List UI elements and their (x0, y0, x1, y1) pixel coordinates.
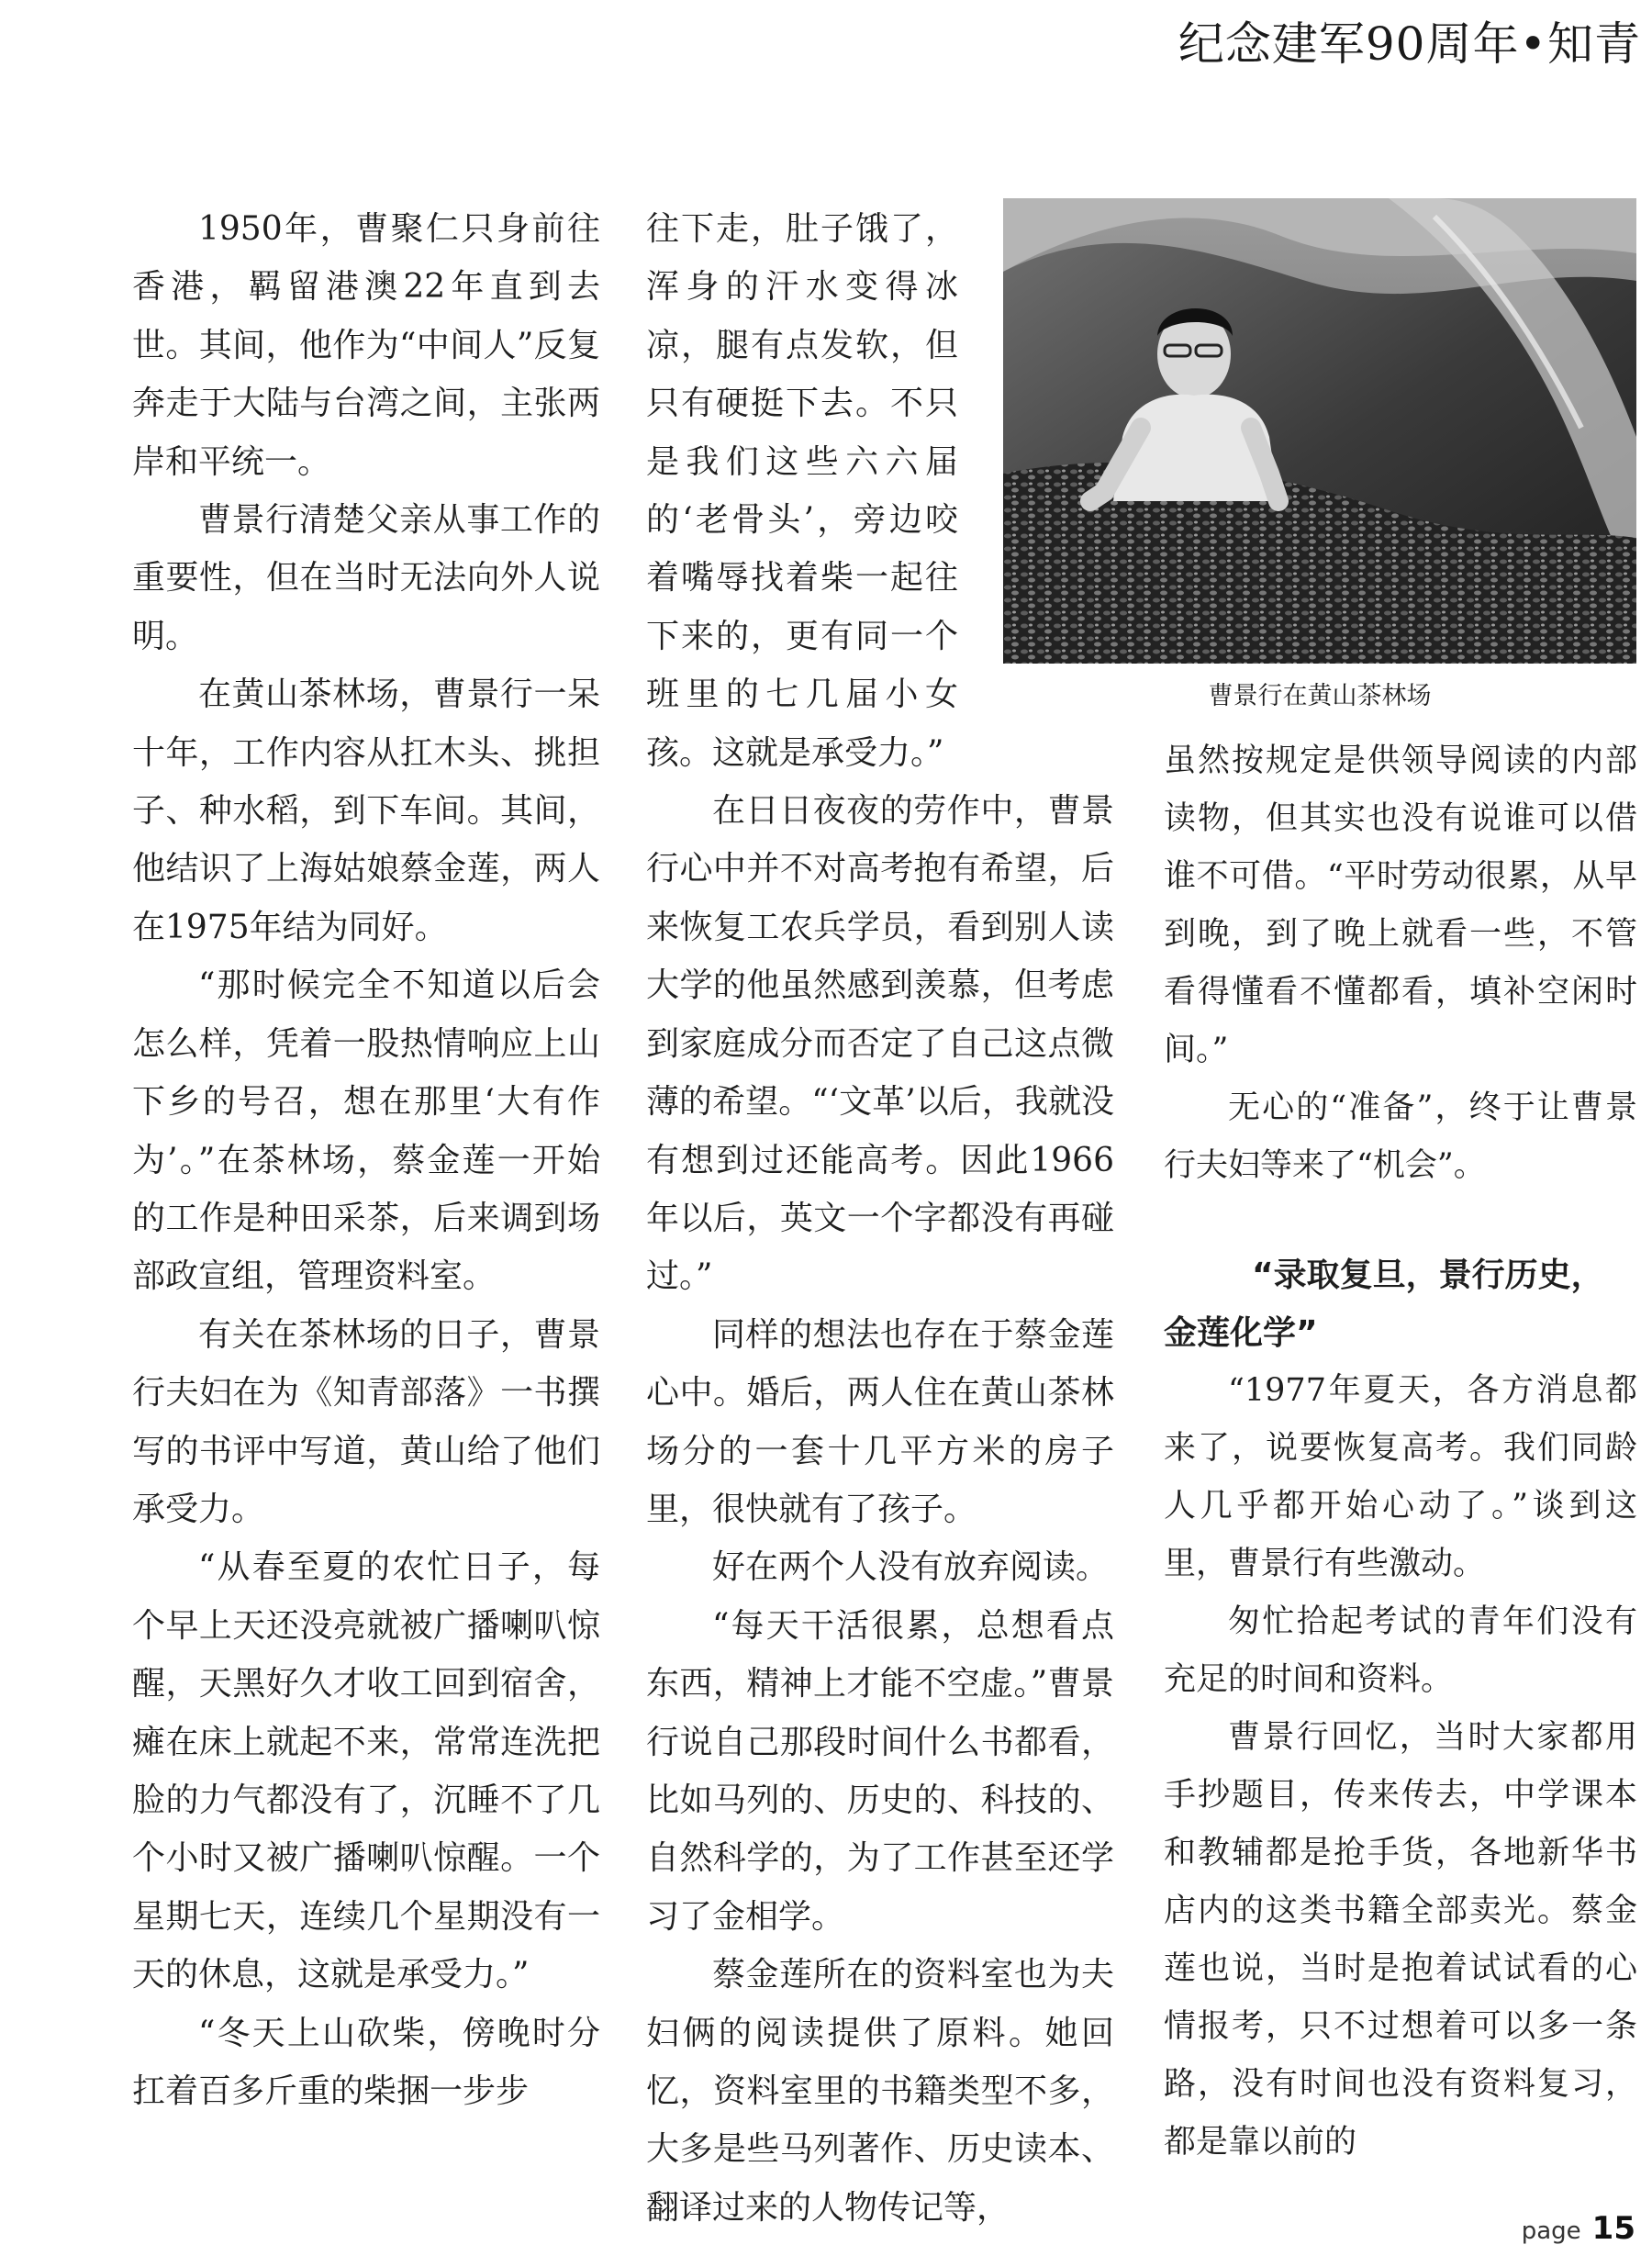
paragraph-continuation: 虽然按规定是供领导阅读的内部读物，但其实也没有说谁可以借谁不可借。“平时劳动很累，从早到晚，到了晚上就看一些，不管看得懂看不懂都看，填补空闲时间。” (1164, 743, 1637, 1068)
paragraph: “每天干活很累，总想看点东西，精神上才能不空虚。”曹景行说自己那段时间什么书都看，比如马列的、历史的、科技的、自然科学的，为了工作甚至还学习了金相学。 (646, 1606, 1114, 1936)
paragraph: 在黄山茶林场，曹景行一呆十年，工作内容从扛木头、挑担子、种水稻，到下车间。其间，他结识了上海姑娘蔡金莲，两人在1975年结为同好。 (132, 676, 600, 946)
paragraph-continuation: 往下走，肚子饿了，浑身的汗水变得冰凉，腿有点发软，但只有硬挺下去。不只是我们这些六六届的‘老骨头’，旁边咬着嘴辱找着柴一起往下来的，更有同一个班里的七几届小女孩。这就是承受力。” (646, 210, 958, 772)
paragraph: “那时候完全不知道以后会怎么样，凭着一股热情响应上山下乡的号召，想在那里‘大有作为’。”在茶林场，蔡金莲一开始的工作是种田采茶，后来调到场部政宣组，管理资料室。 (132, 966, 600, 1296)
paragraph: 蔡金莲所在的资料室也为夫妇俩的阅读提供了原料。她回忆，资料室里的书籍类型不多，大多是些马列著作、历史读本、翻译过来的人物传记等， (646, 1956, 1114, 2227)
paragraph: “冬天上山砍柴，傍晚时分扛着百多斤重的柴捆一步步 (132, 2014, 600, 2110)
paragraph: 在日日夜夜的劳作中，曹景行心中并不对高考抱有希望，后来恢复工农兵学员，看到别人读大学的他虽然感到羡慕，但考虑到家庭成分而否定了自己这点微薄的希望。“‘文革’以后，我就没有想到过还能高考。因此1966年以后，英文一个字都没有再碰过。” (646, 792, 1114, 1296)
paragraph: 匆忙拾起考试的青年们没有充足的时间和资料。 (1164, 1603, 1637, 1698)
paragraph: “从春至夏的农忙日子，每个早上天还没亮就被广播喇叭惊醒，天黑好久才收工回到宿舍，瘫在床上就起不来，常常连洗把脸的力气都没有了，沉睡不了几个小时又被广播喇叭惊醒。一个星期七天，连续几个星期没有一天的休息，这就是承受力。” (132, 1548, 600, 1994)
article-photo (1003, 198, 1636, 664)
article-column-3 (1164, 732, 1637, 2172)
section-heading-line-2: 金莲化学” (1164, 1314, 1318, 1352)
paragraph: 同样的想法也存在于蔡金莲心中。婚后，两人住在黄山茶林场分的一套十几平方米的房子里，很快就有了孩子。 (646, 1315, 1114, 1528)
paragraph: 好在两个人没有放弃阅读。 (712, 1548, 1110, 1587)
paragraph: 曹景行清楚父亲从事工作的重要性，但在当时无法向外人说明。 (132, 501, 600, 655)
magazine-section-header: 纪念建军90周年•知青 (1178, 17, 1641, 71)
section-heading-line-1: “录取复旦，景行历史， (1252, 1256, 1604, 1294)
page-number: 15 (1591, 2210, 1635, 2247)
page-footer (1522, 2210, 1635, 2247)
paragraph: 1950年，曹聚仁只身前往香港，羁留港澳22年直到去世。其间，他作为“中间人”反复奔走于大陆与台湾之间，主张两岸和平统一。 (132, 210, 600, 481)
page-label: page (1521, 2217, 1581, 2245)
photo-tea-plantation-worker (1003, 198, 1636, 664)
article-column-1 (132, 200, 600, 2120)
paragraph: “1977年夏天，各方消息都来了，说要恢复高考。我们同龄人几乎都开始心动了。”谈到这里，曹景行有些激动。 (1164, 1372, 1637, 1582)
paragraph: 曹景行回忆，当时大家都用手抄题目，传来传去，中学课本和教辅都是抢手货，各地新华书店内的这类书籍全部卖光。蔡金莲也说，当时是抱着试试看的心情报考，只不过想着可以多一条路，没有时间也没有资料复习，都是靠以前的 (1164, 1719, 1637, 2161)
paragraph: 无心的“准备”，终于让曹景行夫妇等来了“机会”。 (1164, 1089, 1637, 1184)
section-heading (1164, 1246, 1637, 1362)
photo-caption: 曹景行在黄山茶林场 (1208, 682, 1432, 710)
paragraph: 有关在茶林场的日子，曹景行夫妇在为《知青部落》一书撰写的书评中写道，黄山给了他们承受力。 (132, 1315, 600, 1528)
